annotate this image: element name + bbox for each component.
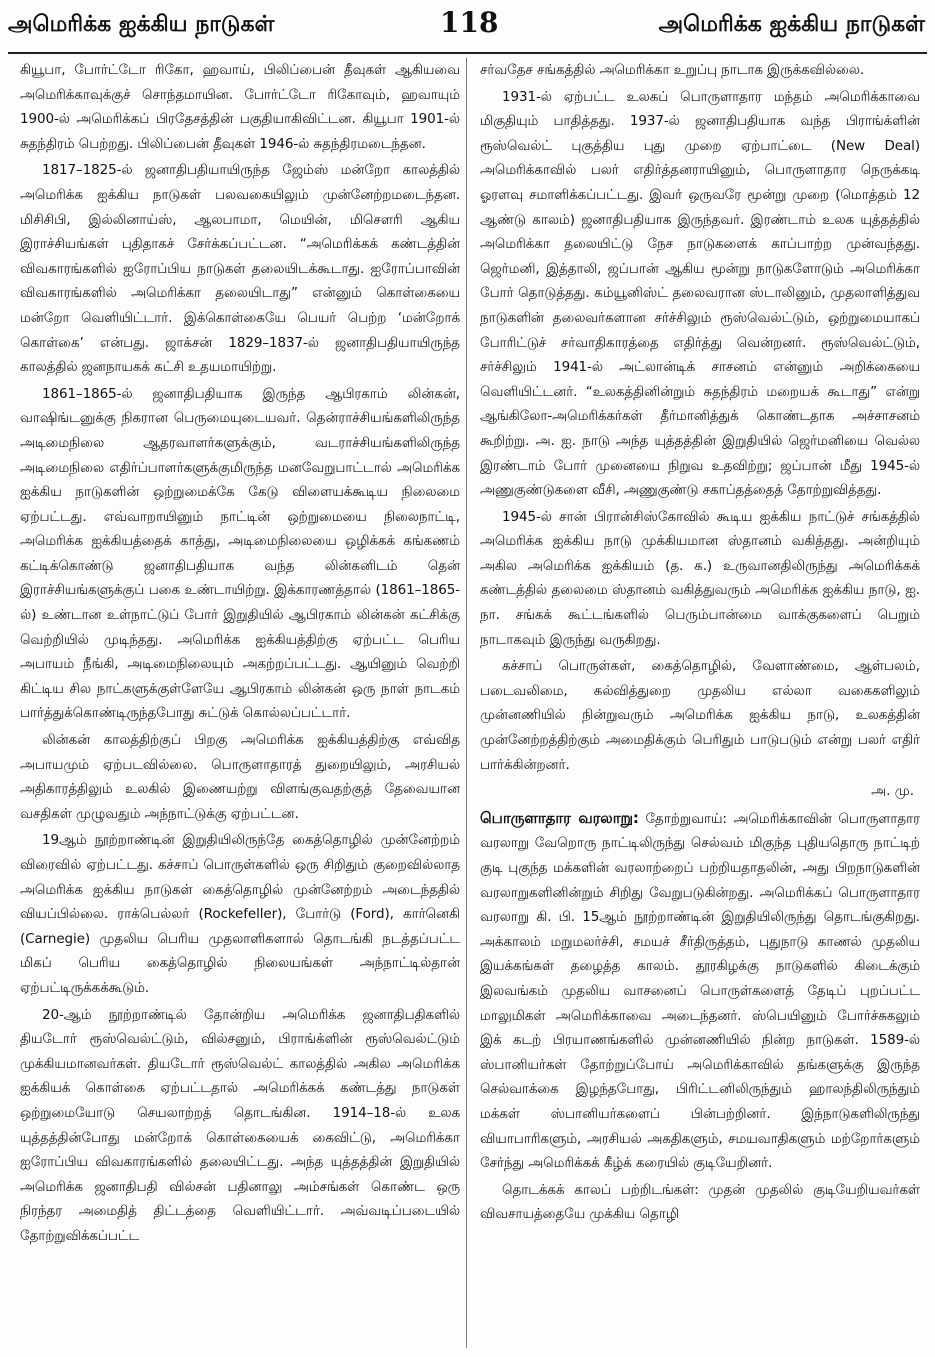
- section-title: பொருளாதார வரலாறு:: [480, 808, 639, 827]
- paragraph: 1931-ல் ஏற்பட்ட உலகப் பொருளாதார மந்தம் அமெரிக்காவை மிகுதியும் பாதித்தது. 1937-ல் ஜனாதிபதியாக வந்த பிராங்க்ளின் ரூஸ்வெல்ட் புகுத்திய புது முறை ஏற்பாட்டை (New Deal) அமெரிக்காவில் பலர் எதிர்த்தனராயினும், பொருளாதார நெருக்கடி ஓரளவு சமாளிக்கப்பட்டது. இவர் ஒருவரே மூன்று முறை (மொத்தம் 12 ஆண்டு காலம்) ஜனாதிபதியாக இருந்தவர். இரண்டாம் உலக யுத்தத்தில் அமெரிக்கா தலையிட்டு நேச நாடுகளைக் காப்பாற்ற முன்வந்தது. ஜெர்மனி, இத்தாலி, ஜப்பான் ஆகிய மூன்று நாடுகளோடும் அமெரிக்கா போர் தொடுத்தது. கம்யூனிஸ்ட் தலைவரான ஸ்டாலினும், முதலாளித்துவ நாடுகளின் தலைவர்களான சர்ச்சிலும் ரூஸ்வெல்ட்டும், ஒற்றுமையாகப் போரிட்டுச் சர்வாதிகாரத்தை எதிர்த்து வென்றனர். ரூஸ்வெல்ட்டும், சர்ச்சிலும் 1941-ல் அட்லான்டிக் சாசனம் என்னும் அறிக்கையை வெளியிட்டனர். “உலகத்தினின்றும் சுதந்திரம் மறையக் கூடாது” என்று ஆங்கிலோ-அமெரிக்கர்கள் தீர்மானித்துக் கொண்டதாக அச்சாசனம் கூறிற்று. அ. ஐ. நாடு அந்த யுத்தத்தின் இறுதியில் ஜெர்மனியை வெல்ல இரண்டாம் போர் முனையை நிறுவ உதவிற்று; ஜப்பான் மீது 1945-ல் அணுகுண்டுகளை வீசி, அணுகுண்டு சகாப்தத்தைத் தோற்றுவித்தது.: [480, 88, 920, 499]
- paragraph: 1945-ல் சான் பிரான்சிஸ்கோவில் கூடிய ஐக்கிய நாட்டுச் சங்கத்தில் அமெரிக்க ஐக்கிய நாடு முக்கியமான ஸ்தானம் வகித்தது. அன்றியும் அகில அமெரிக்க ஐக்கியம் (த. க.) உருவானதிலிருந்து அமெரிக்கக் கண்டத்தில் தலைமை ஸ்தானம் வகித்துவரும் அமெரிக்க ஐக்கிய நாடு, ஐ. நா. சங்கக் கூட்டங்களில் பெரும்பான்மை வாக்குகளைப் பெறும் நாடாகவும் இருந்து வருகிறது.: [480, 508, 920, 648]
- paragraph: கச்சாப் பொருள்கள், கைத்தொழில், வேளாண்மை, ஆள்பலம், படைவலிமை, கல்வித்துறை முதலிய எல்லா வகைகளிலும் முன்னணியில் நின்றுவரும் அமெரிக்க ஐக்கிய நாடு, உலகத்தின் முன்னேற்றத்திற்கும் அமைதிக்கும் பெரிதும் பாடுபடும் என்று பலர் எதிர் பார்க்கின்றனர்.: [480, 658, 920, 773]
- paragraph: கியூபா, போர்ட்டோ ரிகோ, ஹவாய், பிலிப்பைன் தீவுகள் ஆகியவை அமெரிக்காவுக்குச் சொந்தமாயின. போர்ட்டோ ரிகோவும், ஹவாயும் 1900-ல் அமெரிக்கப் பிரதேசத்தின் பகுதியாகிவிட்டன. கியூபா 1901-ல் சுதந்திரம் பெற்றது. பிலிப்பைன் தீவுகள் 1946-ல் சுதந்திரமடைந்தன.: [20, 62, 460, 152]
- header-rule: [8, 52, 927, 54]
- paragraph: 1861–1865-ல் ஜனாதிபதியாக இருந்த ஆபிரகாம் லின்கன், வாஷிங்டனுக்கு நிகரான பெருமையுடையவர். தென்ராச்சியங்களிலிருந்த அடிமைநிலை ஆதரவாளர்களுக்கும், வடராச்சியங்களிலிருந்த அடிமைநிலை எதிர்ப்பாளர்களுக்குமிருந்த மனவேறுபாட்டால் அமெரிக்க ஐக்கிய நாடுகளின் ஒற்றுமைக்கே கேடு விளையக்கூடிய நிலைமை ஏற்பட்டது. எவ்வாறாயினும் நாட்டின் ஒற்றுமையை நிலைநாட்டி, அமெரிக்க ஐக்கியத்தைக் காத்து, அடிமைநிலையை ஒழிக்கக் கங்கணம் கட்டிக்கொண்டு ஜனாதிபதியாக வந்த லின்கனிடம் தென் இராச்சியங்களுக்குப் பகை உண்டாயிற்று. இக்காரணத்தால் (1861–1865-ல்) உண்டான உள்நாட்டுப் போர் இறுதியில் ஆபிரகாம் லின்கன் கட்சிக்கு வெற்றியில் முடிந்தது. அமெரிக்க ஐக்கியத்திற்கு ஏற்பட்ட பெரிய அபாயம் நீங்கி, அடிமைநிலையும் அகற்றப்பட்டது. ஆயினும் வெற்றி கிட்டிய சில நாட்களுக்குள்ளேயே ஆபிரகாம் லின்கன் ஒரு நாள் நாடகம் பார்த்துக்கொண்டிருந்தபோது சுட்டுக் கொல்லப்பட்டார்.: [20, 385, 460, 722]
- paragraph: 1817–1825-ல் ஜனாதிபதியாயிருந்த ஜேம்ஸ் மன்றோ காலத்தில் அமெரிக்க ஐக்கிய நாடுகள் பலவகையிலும் முன்னேற்றமடைந்தன. மிசிசிபி, இல்லினாய்ஸ், ஆலபாமா, மெயின், மிசௌரி ஆகிய இராச்சியங்கள் புதிதாகச் சேர்க்கப்பட்டன. “அமெரிக்கக் கண்டத்தின் விவகாரங்களில் ஐரோப்பிய நாடுகள் தலையிடக்கூடாது. ஐரோப்பாவின் விவகாரங்களில் அமெரிக்கா தலையிடாது” என்னும் கொள்கையை மன்றோ வெளியிட்டார். இக்கொள்கையே பெயர் பெற்ற ‘மன்றோக் கொள்கை’ என்பது. ஜாக்சன் 1829–1837-ல் ஜனாதிபதியாயிருந்த காலத்தில் ஜனநாயகக் கட்சி உதயமாயிற்று.: [20, 162, 460, 376]
- running-header-right: அமெரிக்க ஐக்கிய நாடுகள்: [658, 12, 925, 37]
- paragraph: லின்கன் காலத்திற்குப் பிறகு அமெரிக்க ஐக்கியத்திற்கு எவ்வித அபாயமும் ஏற்படவில்லை. பொருளாதாரத் துறையிலும், அரசியல் அதிகாரத்திலும் உலகில் இணையற்று விளங்குவதற்குத் தேவையான வசதிகள் முழுவதும் அந்நாட்டுக்கு ஏற்பட்டன.: [20, 732, 460, 822]
- paragraph: 19ஆம் நூற்றாண்டின் இறுதியிலிருந்தே கைத்தொழில் முன்னேற்றம் விரைவில் ஏற்பட்டது. கச்சாப் பொருள்களில் ஒரு சிறிதும் குறைவில்லாத அமெரிக்க ஐக்கிய நாடுகள் கைத்தொழில் முன்னேற்றம் அடைந்ததில் வியப்பில்லை. ராக்பெல்லர் (Rockefeller), போர்டு (Ford), கார்னெகி (Carnegie) முதலிய பெரிய முதலாளிகளால் தொடங்கி நடத்தப்பட்ட மிகப் பெரிய கைத்தொழில் நிலையங்கள் அந்நாட்டில்தான் ஏற்பட்டிருக்கக்கூடும்.: [20, 832, 460, 996]
- paragraph: தொடக்கக் காலப் பற்றிடங்கள்: முதன் முதலில் குடியேறியவர்கள் விவசாயத்தையே முக்கிய தொழி: [480, 1181, 920, 1223]
- paragraph: 20-ஆம் நூற்றாண்டில் தோன்றிய அமெரிக்க ஜனாதிபதிகளில் தியடோர் ரூஸ்வெல்ட்டும், வில்சனும், பிராங்க்ளின் ரூஸ்வெல்ட்டும் முக்கியமானவர்கள். தியடோர் ரூஸ்வெல்ட் காலத்தில் அகில அமெரிக்க ஐக்கியக் கொள்கை ஏற்பட்டதால் அமெரிக்கக் கண்டத்து நாடுகள் ஒற்றுமையோடு செயலாற்றத் தொடங்கின. 1914–18-ல் உலக யுத்தத்தின்போது மன்றோக் கொள்கையைக் கைவிட்டு, அமெரிக்கா ஐரோப்பிய விவகாரங்களில் தலையிட்டது. அந்த யுத்தத்தின் இறுதியில் அமெரிக்க ஜனாதிபதி வில்சன் பதினாலு அம்சங்கள் கொண்ட ஒரு நிரந்தர அமைதித் திட்டத்தை வெளியிட்டார். அவ்வடிப்படையில் தோற்றுவிக்கப்பட்ட: [20, 1006, 460, 1244]
- paragraph: சர்வதேச சங்கத்தில் அமெரிக்கா உறுப்பு நாடாக இருக்கவில்லை.: [480, 62, 865, 78]
- section-text: தோற்றுவாய்: அமெரிக்காவின் பொருளாதார வரலாறு வேறொரு நாட்டிலிருந்து செல்வம் மிகுந்த புதியதொரு நாட்டிற் குடி புகுந்த மக்களின் வரலாற்றைப் பற்றியதாதலின், அது பிறநாடுகளின் வரலாறுகளினின்றும் சிறிது வேறுபடுகின்றது. அமெரிக்கப் பொருளாதார வரலாறு கி. பி. 15ஆம் நூற்றாண்டின் இறுதியிலிருந்து தொடங்குகிறது. அக்காலம் மறுமலர்ச்சி, சமயச் சீர்திருத்தம், புதுநாடு காணல் முதலிய இயக்கங்கள் தழைத்த காலம். தூரகிழக்கு நாடுகளில் கிடைக்கும் இலவங்கம் முதலிய வாசனைப் பொருள்களைத் தேடிப் புறப்பட்ட மாலுமிகள் அமெரிக்காவை அடைந்தனர். ஸ்பெயினும் போர்ச்சுகலும் இக் கடற் பிரயாணங்களில் முன்னணியில் நின்ற நாடுகள். 1589-ல் ஸ்பானியர்கள் தோற்றுப்போய் அமெரிக்காவில் தங்களுக்கு இருந்த செல்வாக்கை இழந்தபோது, பிரிட்டனிலிருந்தும் ஹாலந்திலிருந்தும் மக்கள் ஸ்பானியர்களைப் பின்பற்றினர். இந்நாடுகளிலிருந்து வியாபாரிகளும், அரசியல் அகதிகளும், சமயவாதிகளும் மற்றோர்களும் சேர்ந்து அமெரிக்கக் கீழ்க் கரையில் குடியேறினர்.: [480, 810, 920, 1172]
- column-divider: [466, 58, 467, 1348]
- running-header-left: அமெரிக்க ஐக்கிய நாடுகள்: [8, 12, 275, 37]
- page-number: 118: [440, 6, 499, 39]
- left-column: [20, 58, 460, 1348]
- right-column: [480, 58, 920, 1348]
- section-paragraph: [480, 806, 920, 1176]
- author-signature: அ. மு.: [871, 783, 914, 800]
